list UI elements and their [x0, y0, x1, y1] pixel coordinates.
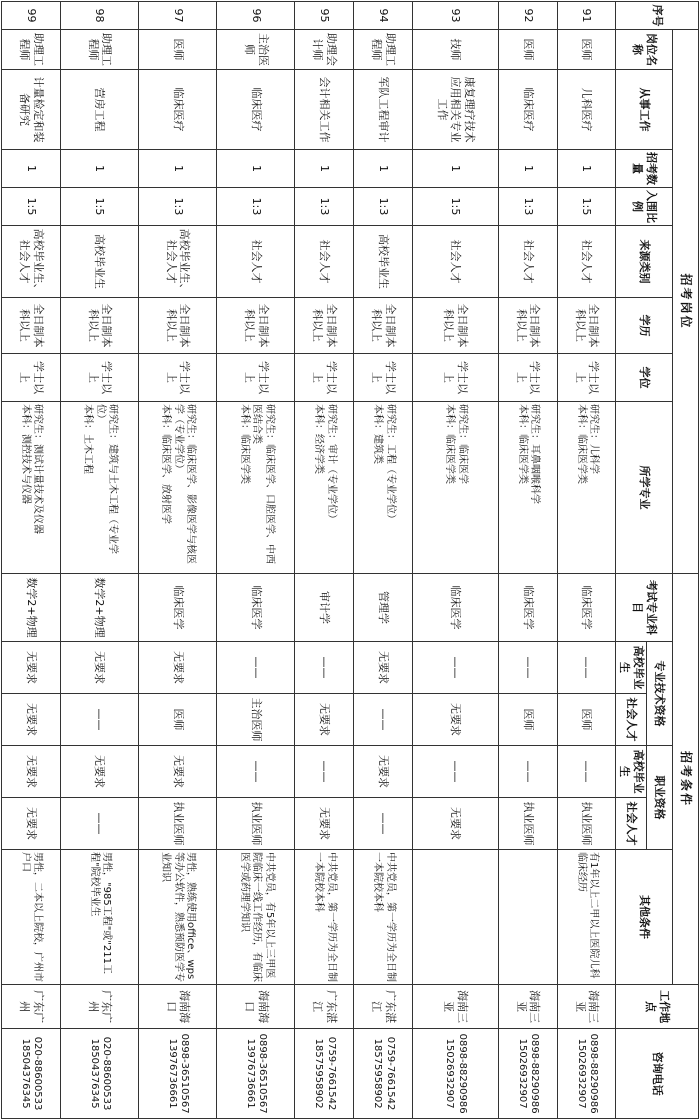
cell-other: 中共党员，有5年以上三甲医院临床一线工作经历，有临床医学或药理学知识 [217, 850, 295, 985]
cell-place: 海南海口 [217, 985, 295, 1029]
cell-degree: 学士以上 [413, 354, 498, 402]
header-tech-qualification: 专业技术资格 [647, 642, 673, 746]
header-tech-grad: 高校毕业生 [616, 642, 647, 694]
cell-major: 研究生：儿科学 本科：临床医学类 [557, 402, 616, 574]
cell-degree: 学士以上 [295, 354, 354, 402]
cell-exam: 临床医学 [413, 574, 498, 642]
cell-prof-grad: —— [413, 746, 498, 798]
header-prof-qualification: 职业资格 [647, 746, 673, 850]
table-row [2, 2, 61, 1119]
cell-source: 高校毕业生 [60, 226, 138, 298]
cell-edu: 全日制本科以上 [295, 298, 354, 354]
cell-tech-grad: 无要求 [354, 642, 413, 694]
cell-phone: 0759-7661542 18575958902 [354, 1029, 413, 1119]
cell-no: 97 [139, 2, 217, 30]
cell-tech-social: 医师 [139, 694, 217, 746]
cell-source: 社会人才 [217, 226, 295, 298]
cell-count: 1 [217, 150, 295, 188]
cell-other: 有1年以上二甲以上医院儿科临床经历 [557, 850, 616, 985]
cell-edu: 全日制本科以上 [413, 298, 498, 354]
cell-source: 社会人才 [557, 226, 616, 298]
cell-degree: 学士以上 [139, 354, 217, 402]
cell-count: 1 [295, 150, 354, 188]
cell-count: 1 [60, 150, 138, 188]
cell-exam: 审计学 [295, 574, 354, 642]
cell-tech-social: 主治医师 [217, 694, 295, 746]
cell-count: 1 [557, 150, 616, 188]
cell-work: 临床医疗 [139, 70, 217, 150]
cell-prof-social: 执业医师 [498, 798, 557, 850]
cell-major: 研究生：审计（专业学位） 本科：经济学类 [295, 402, 354, 574]
cell-edu: 全日制本科以上 [60, 298, 138, 354]
cell-exam: 数学2+物理 [60, 574, 138, 642]
cell-prof-social: 无要求 [2, 798, 61, 850]
cell-count: 1 [413, 150, 498, 188]
header-major: 所学专业 [616, 402, 673, 574]
cell-work: 临床医疗 [217, 70, 295, 150]
cell-ratio: 1:3 [354, 188, 413, 226]
cell-phone: 020-88600533 18504376345 [2, 1029, 61, 1119]
cell-no: 98 [60, 2, 138, 30]
cell-exam: 临床医学 [557, 574, 616, 642]
cell-no: 91 [557, 2, 616, 30]
cell-source: 高校毕业生 [354, 226, 413, 298]
cell-ratio: 1:3 [498, 188, 557, 226]
cell-phone: 0759-7661542 18575958902 [295, 1029, 354, 1119]
cell-place: 海南海口 [139, 985, 217, 1029]
cell-count: 1 [2, 150, 61, 188]
cell-source: 社会人才 [295, 226, 354, 298]
cell-tech-grad: 无要求 [139, 642, 217, 694]
table-row [413, 2, 498, 1119]
cell-place: 广东湛江 [295, 985, 354, 1029]
cell-ratio: 1:5 [2, 188, 61, 226]
cell-no: 99 [2, 2, 61, 30]
cell-prof-social: —— [354, 798, 413, 850]
cell-major: 研究生：工程（专业学位） 本科：建筑类 [354, 402, 413, 574]
table-row [354, 2, 413, 1119]
cell-ratio: 1:5 [60, 188, 138, 226]
cell-ratio: 1:5 [557, 188, 616, 226]
cell-place: 广东广州 [2, 985, 61, 1029]
cell-tech-grad: —— [498, 642, 557, 694]
recruitment-table [1, 1, 699, 1119]
cell-phone: 0898-88290986 15026932907 [498, 1029, 557, 1119]
cell-exam: 临床医学 [217, 574, 295, 642]
cell-prof-grad: 无要求 [2, 746, 61, 798]
cell-place: 广东湛江 [354, 985, 413, 1029]
header-prof-social: 社会人才 [616, 798, 647, 850]
cell-post: 助理会计师 [295, 30, 354, 70]
cell-edu: 全日制本科以上 [354, 298, 413, 354]
cell-other: 男性，二本以上院校，广州市户口 [2, 850, 61, 985]
cell-exam: 临床医学 [498, 574, 557, 642]
cell-exam: 管理学 [354, 574, 413, 642]
header-edu: 学历 [616, 298, 673, 354]
table-row [498, 2, 557, 1119]
header-source: 来源类别 [616, 226, 673, 298]
cell-work: 儿科医疗 [557, 70, 616, 150]
table-row [217, 2, 295, 1119]
cell-post: 助理工程师 [2, 30, 61, 70]
cell-prof-social: 无要求 [295, 798, 354, 850]
cell-post: 主治医师 [217, 30, 295, 70]
cell-place: 海南三亚 [413, 985, 498, 1029]
cell-other: 中共党员，第一学历为全日制一本院校本科 [295, 850, 354, 985]
cell-place: 海南三亚 [498, 985, 557, 1029]
cell-degree: 学士以上 [2, 354, 61, 402]
cell-tech-social: 医师 [498, 694, 557, 746]
header-count: 招考数量 [616, 150, 673, 188]
cell-prof-grad: —— [557, 746, 616, 798]
cell-work: 会计相关工作 [295, 70, 354, 150]
cell-post: 医师 [557, 30, 616, 70]
cell-phone: 0898-88290986 15026932907 [413, 1029, 498, 1119]
header-group-conditions: 招考条件 [673, 574, 699, 985]
cell-post: 医师 [139, 30, 217, 70]
cell-place: 海南三亚 [557, 985, 616, 1029]
header-exam: 考试专业科目 [616, 574, 673, 642]
cell-prof-grad: —— [498, 746, 557, 798]
cell-prof-grad: 无要求 [60, 746, 138, 798]
cell-work: 营房工程 [60, 70, 138, 150]
cell-phone: 0898-88290986 15026932907 [557, 1029, 616, 1119]
cell-source: 高校毕业生、社会人才 [2, 226, 61, 298]
cell-prof-social: 无要求 [413, 798, 498, 850]
cell-post: 技师 [413, 30, 498, 70]
cell-tech-social: 无要求 [295, 694, 354, 746]
cell-ratio: 1:3 [295, 188, 354, 226]
cell-tech-social: 无要求 [413, 694, 498, 746]
cell-tech-grad: —— [557, 642, 616, 694]
cell-other [498, 850, 557, 985]
cell-edu: 全日制本科以上 [557, 298, 616, 354]
table-row [60, 2, 138, 1119]
cell-major: 研究生：临床医学、口腔医学、中西医结合类 本科：临床医学类 [217, 402, 295, 574]
cell-no: 96 [217, 2, 295, 30]
table-row [139, 2, 217, 1119]
cell-exam: 临床医学 [139, 574, 217, 642]
cell-tech-social: —— [60, 694, 138, 746]
cell-prof-grad: 无要求 [139, 746, 217, 798]
cell-major: 研究生：临床医学 本科：临床医学类 [413, 402, 498, 574]
cell-prof-social: 执业医师 [557, 798, 616, 850]
cell-prof-grad: —— [217, 746, 295, 798]
cell-tech-social: 无要求 [2, 694, 61, 746]
table-row [557, 2, 616, 1119]
cell-other: 男性，"985工程"或"211工程"院校毕业生 [60, 850, 138, 985]
cell-source: 高校毕业生、社会人才 [139, 226, 217, 298]
header-no: 序号 [616, 2, 699, 30]
cell-tech-grad: —— [413, 642, 498, 694]
header-prof-grad: 高校毕业生 [616, 746, 647, 798]
header-phone: 咨询电话 [616, 1029, 699, 1119]
header-place: 工作地点 [616, 985, 699, 1029]
header-tech-social: 社会人才 [616, 694, 647, 746]
header-degree: 学位 [616, 354, 673, 402]
cell-tech-grad: 无要求 [60, 642, 138, 694]
cell-exam: 数学2+物理 [2, 574, 61, 642]
cell-no: 92 [498, 2, 557, 30]
cell-no: 95 [295, 2, 354, 30]
cell-count: 1 [354, 150, 413, 188]
cell-tech-social: —— [354, 694, 413, 746]
cell-place: 广东广州 [60, 985, 138, 1029]
cell-post: 助理工程师 [354, 30, 413, 70]
cell-edu: 全日制本科以上 [2, 298, 61, 354]
cell-major: 研究生：临床医学、影像医学与核医学（专业学位） 本科：临床医学、放射医学 [139, 402, 217, 574]
cell-edu: 全日制本科以上 [139, 298, 217, 354]
cell-degree: 学士以上 [60, 354, 138, 402]
table-body [2, 2, 617, 1119]
cell-prof-social: 执业医师 [217, 798, 295, 850]
cell-ratio: 1:3 [139, 188, 217, 226]
cell-tech-grad: —— [295, 642, 354, 694]
cell-post: 助理工程师 [60, 30, 138, 70]
header-post-name: 岗位名称 [616, 30, 673, 70]
cell-phone: 0898-36510567 13976736661 [217, 1029, 295, 1119]
cell-other [413, 850, 498, 985]
header-other: 其他条件 [616, 850, 673, 985]
cell-major: 研究生：测试计量技术及仪器 本科：测控技术与仪器 [2, 402, 61, 574]
cell-work: 康复理疗技术应用相关专业工作 [413, 70, 498, 150]
cell-count: 1 [139, 150, 217, 188]
cell-major: 研究生：耳鼻咽喉科学 本科：临床医学类 [498, 402, 557, 574]
cell-tech-social: 医师 [557, 694, 616, 746]
cell-source: 社会人才 [413, 226, 498, 298]
cell-source: 社会人才 [498, 226, 557, 298]
cell-ratio: 1:5 [413, 188, 498, 226]
cell-ratio: 1:3 [217, 188, 295, 226]
header-work: 从事工作 [616, 70, 673, 150]
cell-degree: 学士以上 [217, 354, 295, 402]
cell-work: 计量检定和装备研究 [2, 70, 61, 150]
cell-degree: 学士以上 [498, 354, 557, 402]
header-ratio: 入围比例 [616, 188, 673, 226]
cell-edu: 全日制本科以上 [498, 298, 557, 354]
cell-prof-grad: 无要求 [354, 746, 413, 798]
table-row [295, 2, 354, 1119]
cell-degree: 学士以上 [354, 354, 413, 402]
cell-tech-grad: 无要求 [2, 642, 61, 694]
cell-other: 中共党员，第一学历为全日制一本院校本科 [354, 850, 413, 985]
cell-other: 男性，熟练使用office、wps等办公软件，熟悉预防医学专业知识 [139, 850, 217, 985]
cell-prof-social: —— [60, 798, 138, 850]
cell-prof-social: 执业医师 [139, 798, 217, 850]
header-group-post: 招考岗位 [673, 30, 699, 574]
cell-count: 1 [498, 150, 557, 188]
cell-prof-grad: —— [295, 746, 354, 798]
cell-work: 军队工程审计 [354, 70, 413, 150]
cell-tech-grad: —— [217, 642, 295, 694]
cell-phone: 020-88600533 18504376345 [60, 1029, 138, 1119]
cell-work: 临床医疗 [498, 70, 557, 150]
cell-phone: 0898-36510567 13976736661 [139, 1029, 217, 1119]
cell-degree: 学士以上 [557, 354, 616, 402]
cell-no: 94 [354, 2, 413, 30]
cell-major: 研究生：建筑与土木工程（专业学位） 本科：土木工程 [60, 402, 138, 574]
cell-no: 93 [413, 2, 498, 30]
cell-post: 医师 [498, 30, 557, 70]
cell-edu: 全日制本科以上 [217, 298, 295, 354]
